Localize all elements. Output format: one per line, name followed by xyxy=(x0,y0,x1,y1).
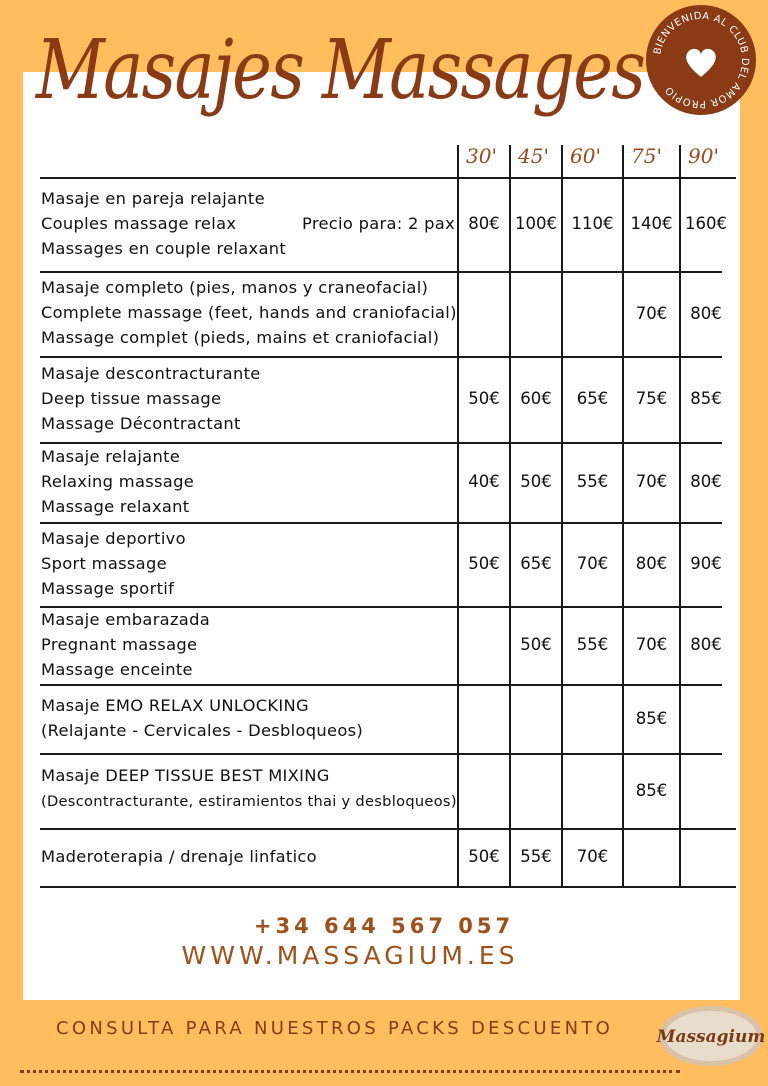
price-cell: 50€ xyxy=(520,635,552,654)
service-line: Couples massage relax xyxy=(41,213,237,233)
service-line: Masaje deportivo xyxy=(41,528,186,548)
service-line: Massage sportif xyxy=(41,578,175,598)
price-cell: 70€ xyxy=(635,635,668,654)
club-badge xyxy=(646,5,756,115)
price-cell: 80€ xyxy=(635,554,668,573)
row-divider xyxy=(40,828,736,830)
service-line: Masaje en pareja relajante xyxy=(41,188,265,208)
price-cell: 70€ xyxy=(635,472,668,491)
column-divider xyxy=(622,145,624,886)
column-divider xyxy=(509,145,511,886)
price-cell: 60€ xyxy=(520,389,552,408)
service-line: Masaje embarazada xyxy=(41,609,210,629)
service-line: Masaje relajante xyxy=(41,446,181,466)
price-cell: 65€ xyxy=(576,389,609,408)
dotted-divider xyxy=(20,1070,680,1073)
row-divider xyxy=(40,684,722,686)
phone-number[interactable]: +34 644 567 057 xyxy=(253,914,515,938)
row-divider xyxy=(40,177,736,179)
service-line: Sport massage xyxy=(41,553,167,573)
price-cell: 50€ xyxy=(468,554,500,573)
service-line: Pregnant massage xyxy=(41,634,198,654)
row-divider xyxy=(40,356,722,358)
service-line: Maderoterapia / drenaje linfatico xyxy=(41,846,317,866)
service-line: Massage enceinte xyxy=(41,659,193,679)
title-english: Massages xyxy=(322,23,645,118)
duration-header: 60' xyxy=(570,144,601,168)
price-cell: 70€ xyxy=(576,847,609,866)
service-line: Massages en couple relaxant xyxy=(41,238,287,258)
service-line: Masaje EMO RELAX UNLOCKING xyxy=(41,695,309,715)
price-cell: 85€ xyxy=(635,780,668,800)
price-cell: 40€ xyxy=(468,472,500,491)
packs-note: CONSULTA PARA NUESTROS PACKS DESCUENTO xyxy=(56,1018,614,1039)
row-divider xyxy=(40,753,722,755)
service-line: Masaje descontracturante xyxy=(41,363,261,383)
row-divider xyxy=(40,522,722,524)
service-line: Relaxing massage xyxy=(41,471,195,491)
service-line: (Relajante - Cervicales - Desbloqueos) xyxy=(41,720,364,740)
price-cell: 65€ xyxy=(520,554,552,573)
row-divider xyxy=(40,886,736,888)
service-line: Masaje DEEP TISSUE BEST MIXING xyxy=(41,765,330,785)
service-line: Massage complet (pieds, mains et craniofacial) xyxy=(41,328,440,347)
duration-header: 30' xyxy=(466,144,497,168)
price-note: Precio para: 2 pax xyxy=(302,213,456,233)
massagium-logo xyxy=(656,1004,766,1068)
price-cell: 75€ xyxy=(635,389,668,408)
price-cell: 50€ xyxy=(468,847,500,866)
duration-header: 45' xyxy=(518,144,549,168)
row-divider xyxy=(40,442,722,444)
price-cell: 50€ xyxy=(520,472,552,491)
column-divider xyxy=(679,145,681,886)
service-line: Massage Décontractant xyxy=(41,413,241,433)
column-divider xyxy=(561,145,563,886)
price-cell: 80€ xyxy=(690,472,722,491)
service-line: Massage relaxant xyxy=(41,496,190,516)
service-line: Complete massage (feet, hands and craniofacial) xyxy=(41,303,457,322)
price-cell: 55€ xyxy=(520,847,552,866)
badge-text: BIENVENIDA AL CLUB DEL AMOR PROPIO xyxy=(652,10,751,110)
title-spanish: Masajes xyxy=(36,23,304,118)
price-cell: 100€ xyxy=(515,214,557,233)
price-cell: 110€ xyxy=(571,214,614,233)
price-cell: 70€ xyxy=(635,303,668,323)
price-cell: 85€ xyxy=(690,389,722,408)
service-line: Masaje completo (pies, manos y craneofacial) xyxy=(41,278,429,297)
price-cell: 90€ xyxy=(690,554,722,573)
price-cell: 140€ xyxy=(630,214,673,233)
price-cell: 55€ xyxy=(576,635,609,654)
service-line: (Descontracturante, estiramientos thai y desbloqueos) xyxy=(41,792,457,810)
logo-text: Massagium xyxy=(656,1027,766,1047)
row-divider xyxy=(40,271,722,273)
price-cell: 55€ xyxy=(576,472,609,491)
duration-header: 90' xyxy=(688,144,719,168)
duration-header: 75' xyxy=(631,144,662,168)
price-cell: 80€ xyxy=(690,635,722,654)
price-cell: 85€ xyxy=(635,708,668,728)
price-cell: 80€ xyxy=(468,214,500,233)
service-line: Deep tissue massage xyxy=(41,388,222,408)
column-divider xyxy=(457,145,459,886)
price-cell: 80€ xyxy=(690,303,722,323)
row-divider xyxy=(40,606,722,608)
price-cell: 50€ xyxy=(468,389,500,408)
website-link[interactable]: WWW.MASSAGIUM.ES xyxy=(181,941,519,970)
price-cell: 70€ xyxy=(576,554,609,573)
price-cell: 160€ xyxy=(685,214,727,233)
